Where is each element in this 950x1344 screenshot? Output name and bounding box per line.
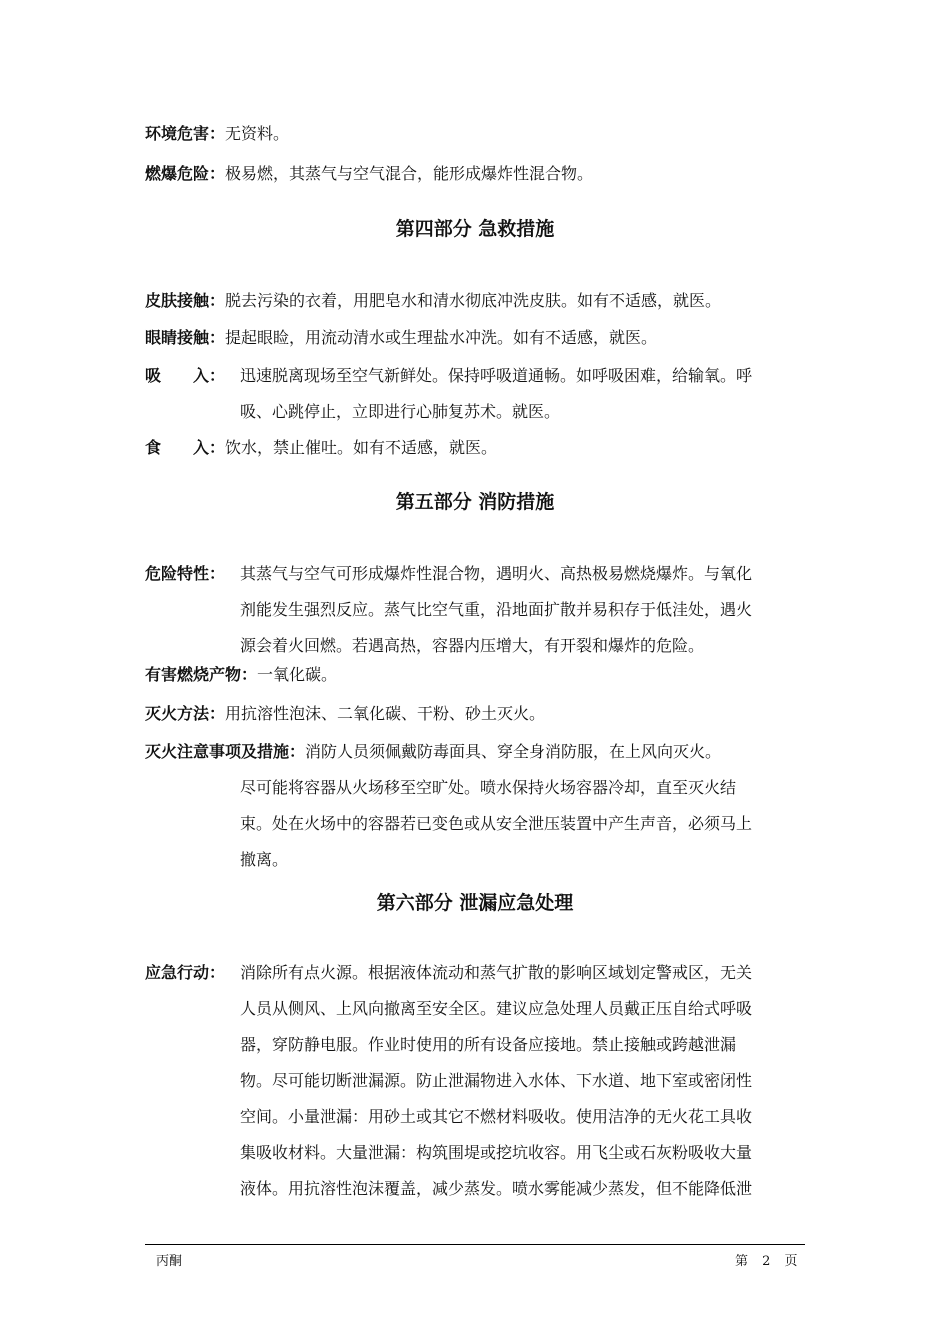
- ingestion-label: 食 入：: [145, 438, 226, 457]
- skin-contact-text: 脱去污染的衣着，用肥皂水和清水彻底冲洗皮肤。如有不适感，就医。: [225, 291, 722, 310]
- extinguish-method-text: 用抗溶性泡沫、二氧化碳、干粉、砂土灭火。: [225, 704, 546, 723]
- env-hazard-row: [145, 117, 805, 151]
- firefighting-notes-first-line: [145, 734, 721, 770]
- inhalation-line: 吸、心跳停止，立即进行心肺复苏术。就医。: [240, 402, 561, 421]
- danger-property-line: 源会着火回燃。若遇高热，容器内压增大，有开裂和爆炸的危险。: [240, 636, 705, 655]
- firefighting-notes-label: 灭火注意事项及措施：: [145, 742, 306, 761]
- inhalation-text: [240, 358, 810, 430]
- env-hazard-label: 环境危害：: [145, 124, 226, 143]
- danger-property-line: 剂能发生强烈反应。蒸气比空气重，沿地面扩散并易积存于低洼处，遇火: [240, 600, 753, 619]
- inhalation-label: 吸 入：: [145, 366, 226, 385]
- footer-document-name: 丙酮: [156, 1254, 183, 1269]
- firefighting-notes-text: [240, 770, 810, 878]
- emergency-action-line: 人员从侧风、上风向撤离至安全区。建议应急处理人员戴正压自给式呼吸: [240, 999, 753, 1018]
- inhalation-line: 迅速脱离现场至空气新鲜处。保持呼吸道通畅。如呼吸困难，给输氧。呼: [240, 366, 753, 385]
- eye-contact-row: [145, 321, 805, 355]
- firefighting-notes-line: 撤离。: [240, 850, 289, 869]
- emergency-action-text: [240, 955, 810, 1207]
- part6-heading: 第六部分 泄漏应急处理: [376, 892, 574, 914]
- env-hazard-text: 无资料。: [225, 124, 290, 143]
- danger-property-label: 危险特性：: [145, 564, 226, 583]
- firefighting-notes-line: 束。处在火场中的容器若已变色或从安全泄压装置中产生声音，必须马上: [240, 814, 753, 833]
- skin-contact-label: 皮肤接触：: [145, 291, 226, 310]
- extinguish-method-row: [145, 697, 805, 731]
- emergency-action-line: 物。尽可能切断泄漏源。防止泄漏物进入水体、下水道、地下室或密闭性: [240, 1071, 753, 1090]
- firefighting-notes-line: 尽可能将容器从火场移至空旷处。喷水保持火场容器冷却，直至灭火结: [240, 778, 737, 797]
- firefighting-notes-first: 消防人员须佩戴防毒面具、穿全身消防服，在上风向灭火。: [305, 742, 722, 761]
- emergency-action-label: 应急行动：: [145, 963, 226, 982]
- part4-heading: 第四部分 急救措施: [395, 218, 555, 240]
- combustion-products-row: [145, 658, 805, 692]
- emergency-action-line: 液体。用抗溶性泡沫覆盖，减少蒸发。喷水雾能减少蒸发，但不能降低泄: [240, 1179, 753, 1198]
- fire-hazard-label: 燃爆危险：: [145, 164, 226, 183]
- eye-contact-text: 提起眼睑，用流动清水或生理盐水冲洗。如有不适感，就医。: [225, 328, 658, 347]
- ingestion-text: 饮水，禁止催吐。如有不适感，就医。: [225, 438, 498, 457]
- eye-contact-label: 眼睛接触：: [145, 328, 226, 347]
- ingestion-row: [145, 431, 805, 465]
- combustion-products-label: 有害燃烧产物：: [145, 665, 258, 684]
- emergency-action-line: 消除所有点火源。根据液体流动和蒸气扩散的影响区域划定警戒区，无关: [240, 963, 753, 982]
- emergency-action-line: 器，穿防静电服。作业时使用的所有设备应接地。禁止接触或跨越泄漏: [240, 1035, 737, 1054]
- danger-property-text: [240, 556, 810, 664]
- firefighting-notes-block: [145, 734, 753, 869]
- combustion-products-text: 一氧化碳。: [257, 665, 338, 684]
- footer-divider: [145, 1244, 805, 1245]
- danger-property-line: 其蒸气与空气可形成爆炸性混合物，遇明火、高热极易燃烧爆炸。与氧化: [240, 564, 753, 583]
- footer-page-number: 第 2 页: [735, 1254, 798, 1269]
- emergency-action-line: 空间。小量泄漏：用砂土或其它不燃材料吸收。使用洁净的无火花工具收: [240, 1107, 753, 1126]
- fire-hazard-text: 极易燃，其蒸气与空气混合，能形成爆炸性混合物。: [225, 164, 594, 183]
- emergency-action-line: 集吸收材料。大量泄漏：构筑围堤或挖坑收容。用飞尘或石灰粉吸收大量: [240, 1143, 753, 1162]
- fire-hazard-row: [145, 157, 805, 191]
- skin-contact-row: [145, 284, 805, 318]
- extinguish-method-label: 灭火方法：: [145, 704, 226, 723]
- part5-heading: 第五部分 消防措施: [395, 491, 555, 513]
